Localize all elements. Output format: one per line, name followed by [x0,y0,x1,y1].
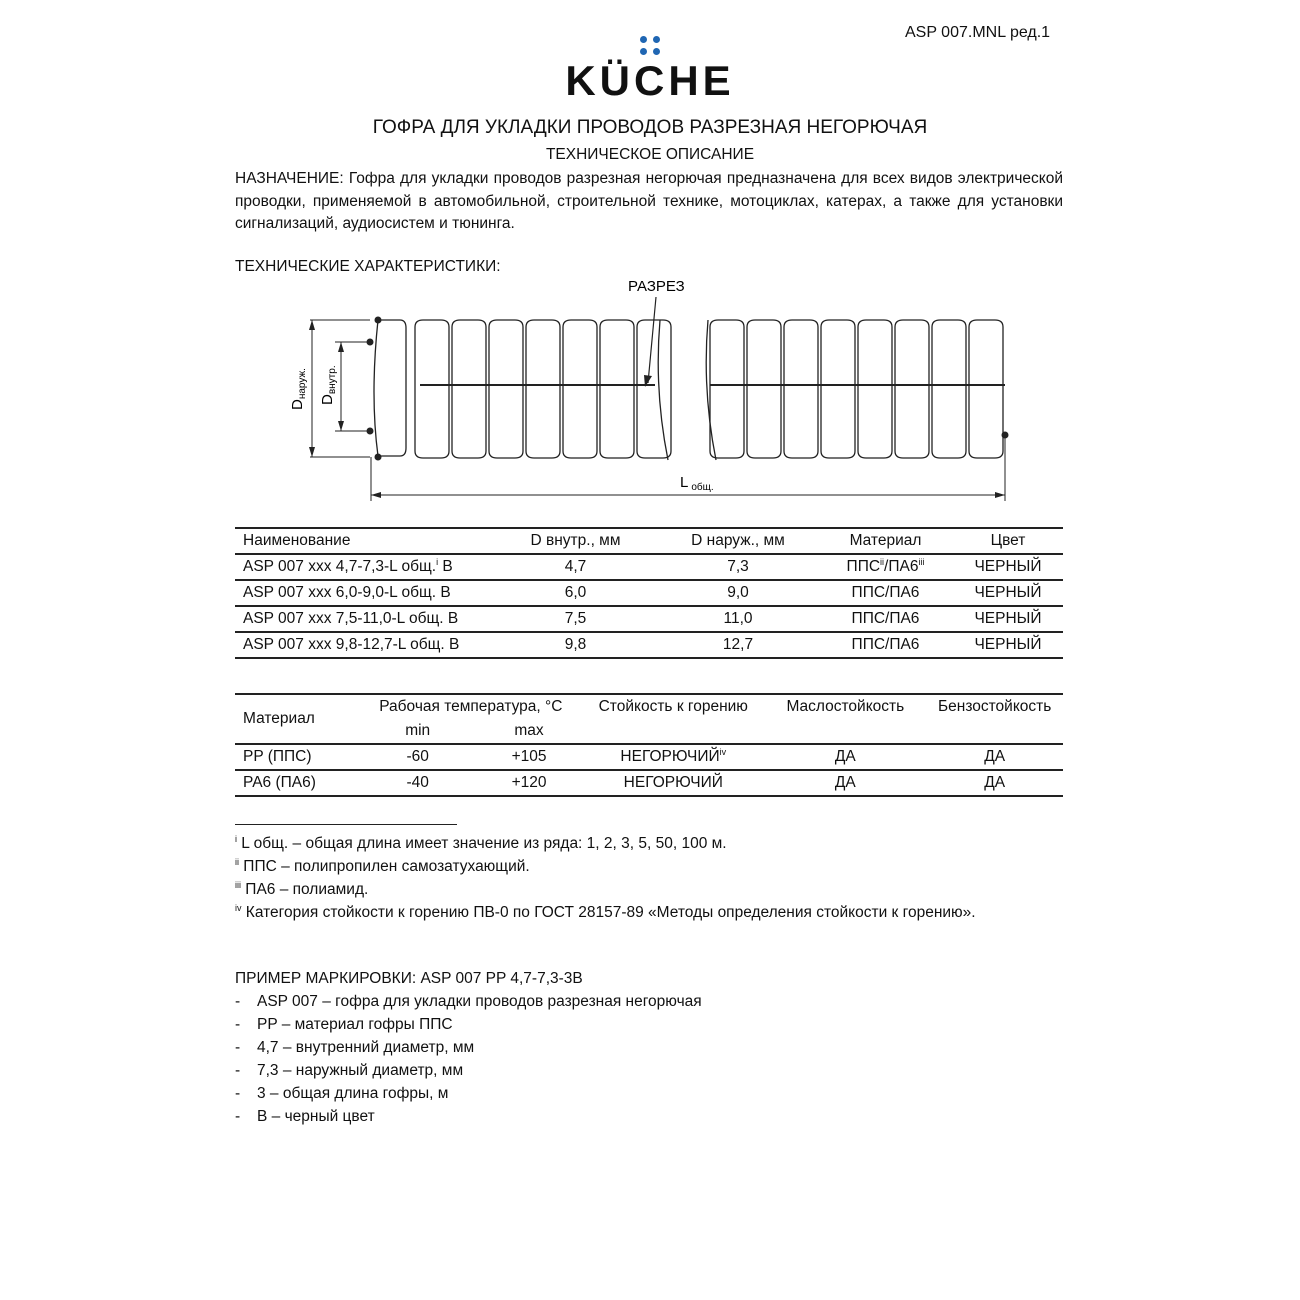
cell-min: -60 [406,748,429,765]
cell-material: PA6 (ПА6) [243,774,316,791]
tube-rib [600,320,634,458]
dimensions-table [235,527,1063,659]
cell-color: ЧЕРНЫЙ [974,558,1042,575]
tube-rib [969,320,1003,458]
cell-material: ППС/ПА6 [851,636,920,653]
tube-rib [563,320,597,458]
list-item: - 3 – общая длина гофры, м [235,1082,702,1105]
footnote [235,901,976,924]
footnote-mark: i [436,556,439,567]
cell-oil: ДА [834,774,856,791]
cell-color: ЧЕРНЫЙ [974,610,1042,627]
brand-name: KÜCHE [565,57,735,104]
cell-name: ASP 007 xxx 4,7-7,3-L общ. [243,558,437,575]
characteristics-heading: ТЕХНИЧЕСКИЕ ХАРАКТЕРИСТИКИ: [235,258,501,275]
length-sub: общ. [691,482,714,493]
d-outer-sub: наруж. [297,368,308,400]
list-item-text: B – черный цвет [257,1108,375,1125]
table-row [235,554,1063,580]
table-subheader-row [235,719,1063,744]
svg-text:Dнаруж. [289,368,308,410]
cell-name: ASP 007 xxx 9,8-12,7-L общ. B [243,636,460,653]
list-item-text: ASP 007 – гофра для укладки проводов разрезная негорючая [257,993,702,1010]
col-max: max [514,722,544,739]
list-item: - B – черный цвет [235,1105,702,1128]
cell-d-outer: 7,3 [727,558,749,575]
footnote-mark: ii [880,556,885,567]
tube-rib [821,320,855,458]
list-item: - 4,7 – внутренний диаметр, мм [235,1036,702,1059]
cell-d-outer: 12,7 [722,636,754,653]
list-item-text: 7,3 – наружный диаметр, мм [257,1062,464,1079]
col-oil: Маслостойкость [786,698,905,715]
d-inner-label: D [319,394,336,405]
table-row [235,744,1063,770]
cell-oil: ДА [834,748,856,765]
table-row [235,770,1063,796]
footnote-text: ПА6 – полиамид. [241,881,369,898]
list-item-text: PP – материал гофры ППС [257,1016,453,1033]
list-item: - PP – материал гофры ППС [235,1013,702,1036]
col-d-inner: D внутр., мм [530,532,621,549]
footnote-mark: iv [235,902,242,913]
table-row [235,606,1063,632]
footnote-mark: ii [235,856,239,867]
cell-d-outer: 11,0 [723,610,753,627]
cell-d-inner: 9,8 [564,636,587,653]
footnote-mark: i [235,833,237,844]
footnote-text: L общ. – общая длина имеет значение из ряда: 1, 2, 3, 5, 50, 100 м. [237,835,727,852]
col-d-outer: D наруж., мм [691,532,785,549]
col-material: Материал [849,532,922,549]
cell-material: ППС/ПА6 [851,610,920,627]
d-inner-sub: внутр. [327,365,338,395]
tube-rib [637,320,671,458]
tube-rib [747,320,781,458]
cell-d-inner: 7,5 [564,610,587,627]
footnote-text: ППС – полипропилен самозатухающий. [239,858,530,875]
footnote-mark: iv [719,746,727,757]
cell-name: ASP 007 xxx 7,5-11,0-L общ. B [243,610,459,627]
marking-heading: ПРИМЕР МАРКИРОВКИ: ASP 007 PP 4,7-7,3-3B [235,970,583,987]
cell-d-inner: 4,7 [564,558,587,575]
svg-text:Dвнутр. [319,365,338,405]
footnote-mark: iii [235,879,241,890]
table-row [235,580,1063,606]
footnote [235,855,976,878]
tube-rib [784,320,818,458]
col-temperature: Рабочая температура, °С [379,698,563,715]
purpose-paragraph: НАЗНАЧЕНИЕ: Гофра для укладки проводов разрезная негорючая предназначена для всех видов электрической проводки, применяемой в автомобильной, строительной технике, мотоциклах, катерах, а также для установки сигнализаций, аудиосистем и тюнинга. [235,170,1063,232]
footnote [235,878,976,901]
tube-rib [932,320,966,458]
tube-rib [415,320,449,458]
cell-min: -40 [406,774,429,791]
footnote-divider [235,824,457,825]
list-item-text: 4,7 – внутренний диаметр, мм [257,1039,475,1056]
footnote-mark: iii [918,556,925,567]
svg-text:Lобщ. [680,474,714,493]
cell-material: ППС [846,558,881,575]
cell-max: +105 [511,748,547,765]
col-name: Наименование [243,532,351,549]
marking-example [235,967,702,1128]
col-color: Цвет [990,532,1026,549]
cell-fire: НЕГОРЮЧИЙ [623,774,723,791]
corrugated-tube-diagram [280,275,1040,510]
cell-material: ППС/ПА6 [851,584,920,601]
cell-material: PP (ППС) [243,748,312,765]
footnotes [235,832,976,924]
table-header-row [235,694,1063,719]
col-petrol: Бензостойкость [937,698,1052,715]
brand-logo [0,30,1300,105]
break-edge [658,320,668,460]
tube-rib [452,320,486,458]
tube-rib [895,320,929,458]
page-title: ГОФРА ДЛЯ УКЛАДКИ ПРОВОДОВ РАЗРЕЗНАЯ НЕГОРЮЧАЯ [372,117,928,138]
cell-d-inner: 6,0 [564,584,587,601]
d-outer-label: D [289,399,306,410]
col-min: min [405,722,431,739]
cell-max: +120 [511,774,547,791]
list-item: - ASP 007 – гофра для укладки проводов разрезная негорючая [235,990,702,1013]
tube-rib [710,320,744,458]
document-number: ASP 007.MNL ред.1 [905,24,1051,41]
col-fire: Стойкость к горению [598,698,748,715]
list-item-text: 3 – общая длина гофры, м [257,1085,449,1102]
cell-name: ASP 007 xxx 6,0-9,0-L общ. B [243,584,451,601]
tube-rib [858,320,892,458]
length-label: L [680,474,689,491]
cell-fire: НЕГОРЮЧИЙ [620,748,720,765]
materials-table [235,693,1063,797]
page-subtitle: ТЕХНИЧЕСКОЕ ОПИСАНИЕ [545,146,755,163]
table-row [235,632,1063,658]
cell-name-tail: B [438,558,453,575]
tube-rib [489,320,523,458]
footnote [235,832,976,855]
cell-material-mid: /ПА6 [884,558,919,575]
table-header-row [235,528,1063,554]
tube-end [374,320,406,456]
break-edge [706,320,716,460]
tube-rib [526,320,560,458]
cell-petrol: ДА [984,748,1006,765]
cell-color: ЧЕРНЫЙ [974,636,1042,653]
cell-petrol: ДА [984,774,1006,791]
logo-dots-icon [640,36,661,55]
footnote-text: Категория стойкости к горению ПВ-0 по ГОСТ 28157-89 «Методы определения стойкости к горению». [241,904,976,921]
cell-color: ЧЕРНЫЙ [974,584,1042,601]
cell-d-outer: 9,0 [727,584,749,601]
cut-label: РАЗРЕЗ [628,278,685,295]
list-item: - 7,3 – наружный диаметр, мм [235,1059,702,1082]
col-material: Материал [243,710,315,727]
